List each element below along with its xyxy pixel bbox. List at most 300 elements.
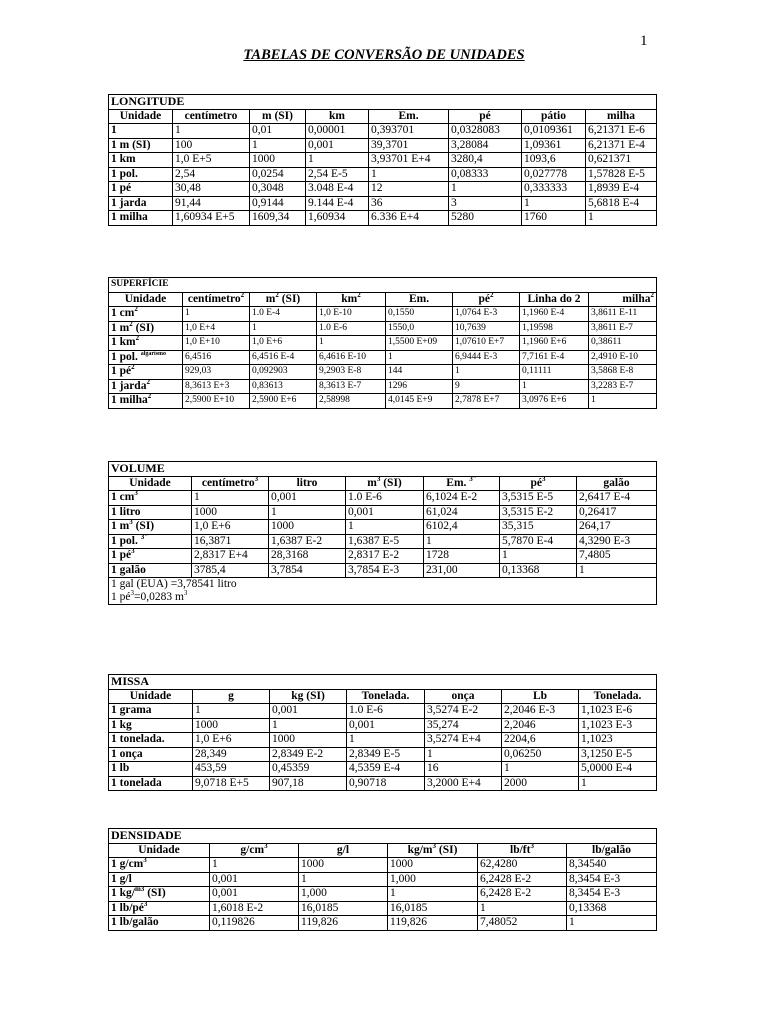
table-row bbox=[109, 549, 657, 564]
superscript: 2 bbox=[129, 321, 133, 328]
densidade-table bbox=[108, 828, 657, 931]
table-cell: 3,7854 E-3 bbox=[346, 563, 424, 578]
table-cell: 6,2428 E-2 bbox=[478, 887, 567, 902]
table-cell: 1,6018 E-2 bbox=[210, 901, 299, 916]
table-row bbox=[109, 858, 657, 873]
table-cell: 1,1023 E-3 bbox=[579, 718, 657, 733]
column-header: Tonelada. bbox=[347, 689, 425, 704]
row-label-text: (SI) bbox=[135, 520, 155, 533]
column-header: Linha do 2 bbox=[520, 292, 589, 307]
table-cell: 5,0000 E-4 bbox=[579, 762, 657, 777]
table-cell: 7,4805 bbox=[577, 549, 657, 564]
table-cell: 36 bbox=[369, 196, 449, 211]
table-header-row bbox=[109, 292, 657, 307]
table-row bbox=[109, 196, 657, 211]
table-cell: 119,826 bbox=[299, 916, 388, 931]
table-cell: 3,28084 bbox=[449, 138, 522, 153]
table-cell: 1 bbox=[270, 718, 347, 733]
table-cell: 2,8349 E-5 bbox=[347, 747, 425, 762]
table-cell: 4,3290 E-3 bbox=[577, 534, 657, 549]
row-label bbox=[109, 307, 183, 322]
table-cell: 5,6818 E-4 bbox=[586, 196, 657, 211]
table-cell: 1,0764 E-3 bbox=[453, 307, 520, 322]
note-text: 1 pé bbox=[111, 591, 131, 603]
table-cell: 1.0 E-4 bbox=[250, 307, 317, 322]
row-label-text: 1 cm bbox=[111, 491, 135, 504]
table-cell: 0,027778 bbox=[522, 167, 586, 182]
row-label-text: 1 pé bbox=[111, 365, 132, 378]
table-cell: 62,4280 bbox=[478, 858, 567, 873]
superscript: 2 bbox=[357, 292, 361, 299]
table-cell: 2,58998 bbox=[317, 394, 386, 409]
column-header: lb/galão bbox=[567, 843, 657, 858]
table-cell: 3,8611 E-11 bbox=[589, 307, 657, 322]
table-cell: 28,3168 bbox=[269, 549, 346, 564]
table-cell: 1 bbox=[173, 124, 250, 139]
table-row bbox=[109, 182, 657, 197]
header-text: m bbox=[367, 476, 377, 489]
table-cell: 1 bbox=[478, 901, 567, 916]
table-cell: 2,54 E-5 bbox=[306, 167, 369, 182]
table-cell: 8,3454 E-3 bbox=[567, 872, 657, 887]
table-cell: 453,59 bbox=[193, 762, 270, 777]
table-header-row bbox=[109, 843, 657, 858]
header-text: (SI) bbox=[281, 292, 301, 305]
table-row bbox=[109, 379, 657, 394]
table-cell: 3,2283 E-7 bbox=[589, 379, 657, 394]
superscript: 3 bbox=[143, 857, 147, 865]
row-label-text: 1 km bbox=[111, 336, 136, 349]
table-cell: 3,0976 E+6 bbox=[520, 394, 589, 409]
table-row bbox=[109, 733, 657, 748]
notes-row bbox=[109, 578, 657, 605]
column-header: km bbox=[306, 109, 369, 124]
table-row bbox=[109, 887, 657, 902]
table-row bbox=[109, 563, 657, 578]
table-row bbox=[109, 365, 657, 380]
table-row bbox=[109, 307, 657, 322]
table-cell: 1.0 E-6 bbox=[346, 491, 424, 506]
table-cell: 1 bbox=[193, 704, 270, 719]
table-cell: 3.048 E-4 bbox=[306, 182, 369, 197]
table-cell: 91,44 bbox=[173, 196, 250, 211]
table-row bbox=[109, 394, 657, 409]
table-cell: 61,024 bbox=[424, 505, 500, 520]
table-row bbox=[109, 872, 657, 887]
row-label-text: 1 lb/pé bbox=[111, 901, 144, 914]
table-row bbox=[109, 138, 657, 153]
table-cell: 3,7854 bbox=[269, 563, 346, 578]
table-cell: 0,06250 bbox=[502, 747, 579, 762]
table-cell: 3,2000 E+4 bbox=[425, 776, 502, 791]
page-number: 1 bbox=[640, 33, 648, 49]
table-cell: 1 bbox=[299, 872, 388, 887]
row-label-text: 1 m bbox=[111, 520, 130, 533]
table-cell: 0,001 bbox=[346, 505, 424, 520]
table-cell: 0,13368 bbox=[500, 563, 577, 578]
table-cell: 1 bbox=[424, 534, 500, 549]
table-cell: 16,0185 bbox=[388, 901, 478, 916]
column-header: Tonelada. bbox=[579, 689, 657, 704]
table-cell: 0,0328083 bbox=[449, 124, 522, 139]
table-cell: 1,1023 bbox=[579, 733, 657, 748]
table-cell: 264,17 bbox=[577, 520, 657, 535]
table-cell: 9,0718 E+5 bbox=[193, 776, 270, 791]
row-label: 1 tonelada. bbox=[109, 733, 193, 748]
table-cell: 6,21371 E-4 bbox=[586, 138, 657, 153]
section-title: VOLUME bbox=[109, 462, 657, 477]
column-header: Em. bbox=[369, 109, 449, 124]
row-label: 1 onça bbox=[109, 747, 193, 762]
superscript: 3 bbox=[130, 589, 134, 598]
table-row bbox=[109, 901, 657, 916]
volume-table bbox=[108, 461, 657, 605]
table-cell: 1 bbox=[425, 747, 502, 762]
table-cell: 8,3613 E+3 bbox=[183, 379, 250, 394]
table-cell: 35,315 bbox=[500, 520, 577, 535]
table-row bbox=[109, 336, 657, 351]
header-text: (SI) bbox=[438, 843, 458, 856]
table-cell: 1093,6 bbox=[522, 153, 586, 168]
row-label: 1 grama bbox=[109, 704, 193, 719]
superficie-table bbox=[108, 277, 657, 409]
table-cell: 8,3613 E-7 bbox=[317, 379, 386, 394]
column-header: Unidade bbox=[109, 292, 183, 307]
table-cell: 1,1023 E-6 bbox=[579, 704, 657, 719]
column-header: onça bbox=[425, 689, 502, 704]
row-label-text: 1 milha bbox=[111, 394, 148, 407]
table-cell: 5,7870 E-4 bbox=[500, 534, 577, 549]
table-cell: 1000 bbox=[299, 858, 388, 873]
table-cell: 1 bbox=[522, 196, 586, 211]
superscript: 3 bbox=[183, 589, 188, 598]
row-label: 1 pé bbox=[109, 182, 173, 197]
column-header bbox=[210, 843, 299, 858]
table-cell: 1 bbox=[449, 182, 522, 197]
table-header-row bbox=[109, 109, 657, 124]
table-cell: 0,001 bbox=[270, 704, 347, 719]
table-cell: 35,274 bbox=[425, 718, 502, 733]
section-title: SUPERFÍCIE bbox=[109, 278, 657, 293]
table-cell: 1,0 E+6 bbox=[250, 336, 317, 351]
table-cell: 1,5500 E+09 bbox=[386, 336, 453, 351]
table-cell: 1,000 bbox=[299, 887, 388, 902]
superscript: 3 bbox=[376, 476, 381, 483]
table-cell: 0,333333 bbox=[522, 182, 586, 197]
table-row bbox=[109, 124, 657, 139]
table-cell: 1 bbox=[250, 321, 317, 336]
table-cell: 1,09361 bbox=[522, 138, 586, 153]
table-cell: 1,0 E+6 bbox=[193, 733, 270, 748]
table-cell: 3,5274 E+4 bbox=[425, 733, 502, 748]
table-cell: 6,1024 E-2 bbox=[424, 491, 500, 506]
table-cell: 6,4616 E-10 bbox=[317, 350, 386, 365]
table-cell: 1000 bbox=[269, 520, 346, 535]
table-cell: 1 bbox=[589, 394, 657, 409]
superscript: 2 bbox=[490, 292, 494, 299]
table-cell: 9 bbox=[453, 379, 520, 394]
table-cell: 0,38611 bbox=[589, 336, 657, 351]
longitude-table bbox=[108, 94, 657, 226]
table-cell: 28,349 bbox=[193, 747, 270, 762]
table-cell: 0,393701 bbox=[369, 124, 449, 139]
header-text: m bbox=[265, 292, 276, 305]
column-header: galão bbox=[577, 476, 657, 491]
row-label-text: 1 pé bbox=[111, 549, 132, 562]
table-cell: 1 bbox=[567, 916, 657, 931]
table-row bbox=[109, 762, 657, 777]
table-cell: 2,5900 E+10 bbox=[183, 394, 250, 409]
table-cell: 16 bbox=[425, 762, 502, 777]
header-text: pé bbox=[530, 476, 542, 489]
missa-table bbox=[108, 674, 657, 791]
note-line bbox=[111, 591, 654, 604]
table-row bbox=[109, 747, 657, 762]
table-cell: 2,54 bbox=[173, 167, 250, 182]
table-cell: 1,0 E-10 bbox=[317, 307, 386, 322]
table-cell: 1,8939 E-4 bbox=[586, 182, 657, 197]
row-label bbox=[109, 491, 192, 506]
table-row bbox=[109, 491, 657, 506]
row-label bbox=[109, 887, 210, 902]
column-header bbox=[317, 292, 386, 307]
table-cell: 2204,6 bbox=[502, 733, 579, 748]
superscript: 2 bbox=[134, 306, 138, 314]
table-cell: 8,34540 bbox=[567, 858, 657, 873]
table-cell: 1,19598 bbox=[520, 321, 589, 336]
table-row bbox=[109, 167, 657, 182]
column-header: g/l bbox=[299, 843, 388, 858]
row-label: 1 lb bbox=[109, 762, 193, 777]
table-cell: 3 bbox=[449, 196, 522, 211]
column-header bbox=[453, 292, 520, 307]
table-cell: 0,08333 bbox=[449, 167, 522, 182]
superscript: 3 bbox=[254, 476, 259, 483]
header-text: centímetro bbox=[187, 292, 241, 305]
table-cell: 6,4516 E-4 bbox=[250, 350, 317, 365]
superscript: 3 bbox=[542, 476, 546, 483]
table-cell: 100 bbox=[173, 138, 250, 153]
table-cell: 0,26417 bbox=[577, 505, 657, 520]
table-cell: 1.0 E-6 bbox=[347, 704, 425, 719]
table-cell: 10,7639 bbox=[453, 321, 520, 336]
table-cell: 1 bbox=[192, 491, 269, 506]
table-cell: 1 bbox=[388, 887, 478, 902]
row-label bbox=[109, 901, 210, 916]
row-label: 1 km bbox=[109, 153, 173, 168]
table-cell: 1,0 E+10 bbox=[183, 336, 250, 351]
row-label: 1 bbox=[109, 124, 173, 139]
column-header bbox=[478, 843, 567, 858]
row-label bbox=[109, 365, 183, 380]
header-text: lb/ft bbox=[510, 843, 531, 856]
table-cell: 0,0254 bbox=[250, 167, 306, 182]
table-cell: 1760 bbox=[522, 211, 586, 226]
row-label: 1 tonelada bbox=[109, 776, 193, 791]
column-header bbox=[346, 476, 424, 491]
column-header: Unidade bbox=[109, 689, 193, 704]
row-label: 1 g/l bbox=[109, 872, 210, 887]
column-header bbox=[589, 292, 657, 307]
row-label: 1 lb/galão bbox=[109, 916, 210, 931]
table-cell: 6.336 E+4 bbox=[369, 211, 449, 226]
table-cell: 2,8317 E-2 bbox=[346, 549, 424, 564]
column-header: Unidade bbox=[109, 476, 192, 491]
row-label-text: 1 jarda bbox=[111, 379, 147, 392]
table-cell: 3,5315 E-5 bbox=[500, 491, 577, 506]
row-label-text: 1 cm bbox=[111, 307, 135, 320]
table-cell: 3280,4 bbox=[449, 153, 522, 168]
table-cell: 2,2046 bbox=[502, 718, 579, 733]
table-cell: 1,0 E+5 bbox=[173, 153, 250, 168]
table-cell: 1 bbox=[210, 858, 299, 873]
header-text: milha bbox=[622, 292, 651, 305]
table-cell: 1 bbox=[346, 520, 424, 535]
table-cell: 0,45359 bbox=[270, 762, 347, 777]
section-title: DENSIDADE bbox=[109, 829, 657, 844]
table-cell: 929,03 bbox=[183, 365, 250, 380]
header-text: pé bbox=[478, 292, 490, 305]
table-cell: 1 bbox=[369, 167, 449, 182]
table-cell: 1 bbox=[250, 138, 306, 153]
table-header-row bbox=[109, 476, 657, 491]
table-cell: 1000 bbox=[388, 858, 478, 873]
table-cell: 0,001 bbox=[210, 887, 299, 902]
table-cell: 3,5274 E-2 bbox=[425, 704, 502, 719]
table-row bbox=[109, 718, 657, 733]
column-header bbox=[183, 292, 250, 307]
table-cell: 2,2046 E-3 bbox=[502, 704, 579, 719]
table-cell: 1,07610 E+7 bbox=[453, 336, 520, 351]
table-cell: 0,092903 bbox=[250, 365, 317, 380]
table-cell: 1609,34 bbox=[250, 211, 306, 226]
table-cell: 2,8349 E-2 bbox=[270, 747, 347, 762]
table-row bbox=[109, 505, 657, 520]
table-row bbox=[109, 520, 657, 535]
table-cell: 1 bbox=[269, 505, 346, 520]
table-cell: 1 bbox=[577, 563, 657, 578]
row-label bbox=[109, 394, 183, 409]
column-header bbox=[500, 476, 577, 491]
table-cell: 1.0 E-6 bbox=[317, 321, 386, 336]
table-cell: 7,48052 bbox=[478, 916, 567, 931]
row-label bbox=[109, 858, 210, 873]
superscript: 3 bbox=[143, 901, 148, 908]
superscript: 3" bbox=[469, 476, 477, 483]
table-cell: 9.144 E-4 bbox=[306, 196, 369, 211]
table-cell: 0,9144 bbox=[250, 196, 306, 211]
table-row bbox=[109, 534, 657, 549]
table-cell: 0,0109361 bbox=[522, 124, 586, 139]
superscript: 3 bbox=[134, 490, 138, 498]
table-row bbox=[109, 350, 657, 365]
column-header bbox=[388, 843, 478, 858]
table-cell: 1 bbox=[453, 365, 520, 380]
table-cell: 1,60934 bbox=[306, 211, 369, 226]
superscript: 3 bbox=[129, 519, 133, 527]
table-cell: 1 bbox=[306, 153, 369, 168]
table-cell: 3,93701 E+4 bbox=[369, 153, 449, 168]
table-cell: 1000 bbox=[270, 733, 347, 748]
table-cell: 0,621371 bbox=[586, 153, 657, 168]
table-cell: 1,0 E+4 bbox=[183, 321, 250, 336]
table-cell: 16,3871 bbox=[192, 534, 269, 549]
table-cell: 0,13368 bbox=[567, 901, 657, 916]
table-cell: 9,2903 E-8 bbox=[317, 365, 386, 380]
row-label: 1 m (SI) bbox=[109, 138, 173, 153]
table-cell: 1,1960 E+6 bbox=[520, 336, 589, 351]
superscript: m3 bbox=[134, 886, 145, 894]
table-cell: 4,5359 E-4 bbox=[347, 762, 425, 777]
column-header: centímetro bbox=[173, 109, 250, 124]
superscript: 3 bbox=[432, 843, 436, 850]
table-cell: 0,119826 bbox=[210, 916, 299, 931]
superscript: 2 bbox=[147, 393, 152, 401]
table-cell: 0,1550 bbox=[386, 307, 453, 322]
row-label-text: (SI) bbox=[147, 887, 166, 900]
document-title: TABELAS DE CONVERSÃO DE UNIDADES bbox=[243, 47, 525, 63]
table-cell: 2,6417 E-4 bbox=[577, 491, 657, 506]
table-row bbox=[109, 321, 657, 336]
row-label bbox=[109, 321, 183, 336]
table-cell: 6,21371 E-6 bbox=[586, 124, 657, 139]
table-cell: 0,00001 bbox=[306, 124, 369, 139]
table-cell: 8,3454 E-3 bbox=[567, 887, 657, 902]
table-cell: 0,001 bbox=[269, 491, 346, 506]
table-cell: 6102,4 bbox=[424, 520, 500, 535]
table-row bbox=[109, 916, 657, 931]
table-cell: 4,0145 E+9 bbox=[386, 394, 453, 409]
superscript: 2 bbox=[135, 335, 140, 343]
row-label-text: 1 kg/ bbox=[111, 887, 135, 900]
superscript: 2 bbox=[650, 292, 654, 299]
table-cell: 1000 bbox=[192, 505, 269, 520]
table-cell: 1 bbox=[500, 549, 577, 564]
table-cell: 0,001 bbox=[210, 872, 299, 887]
column-header bbox=[424, 476, 500, 491]
table-cell: 2,8317 E+4 bbox=[192, 549, 269, 564]
table-row bbox=[109, 776, 657, 791]
superscript: 3" bbox=[140, 534, 149, 541]
row-label-text: 1 pol. bbox=[111, 350, 138, 363]
row-label bbox=[109, 534, 192, 549]
row-label-text: 1 g/cm bbox=[111, 858, 144, 871]
section-title: LONGITUDE bbox=[109, 95, 657, 110]
row-label bbox=[109, 549, 192, 564]
table-cell: 0,001 bbox=[306, 138, 369, 153]
table-cell: 119,826 bbox=[388, 916, 478, 931]
table-cell: 3785,4 bbox=[192, 563, 269, 578]
table-cell: 0,001 bbox=[347, 718, 425, 733]
table-cell: 7,7161 E-4 bbox=[520, 350, 589, 365]
row-label: 1 litro bbox=[109, 505, 192, 520]
column-header: litro bbox=[269, 476, 346, 491]
header-text: kg/m bbox=[407, 843, 433, 856]
table-cell: 2,4910 E-10 bbox=[589, 350, 657, 365]
table-cell: 1,60934 E+5 bbox=[173, 211, 250, 226]
row-label bbox=[109, 350, 183, 365]
header-text: g/cm bbox=[240, 843, 265, 856]
column-header: pátio bbox=[522, 109, 586, 124]
superscript: 3 bbox=[264, 843, 268, 850]
column-header: pé bbox=[449, 109, 522, 124]
table-cell: 144 bbox=[386, 365, 453, 380]
table-row bbox=[109, 153, 657, 168]
section-title: MISSA bbox=[109, 675, 657, 690]
row-label: 1 pol. bbox=[109, 167, 173, 182]
superscript: 3 bbox=[530, 843, 534, 850]
table-row bbox=[109, 704, 657, 719]
